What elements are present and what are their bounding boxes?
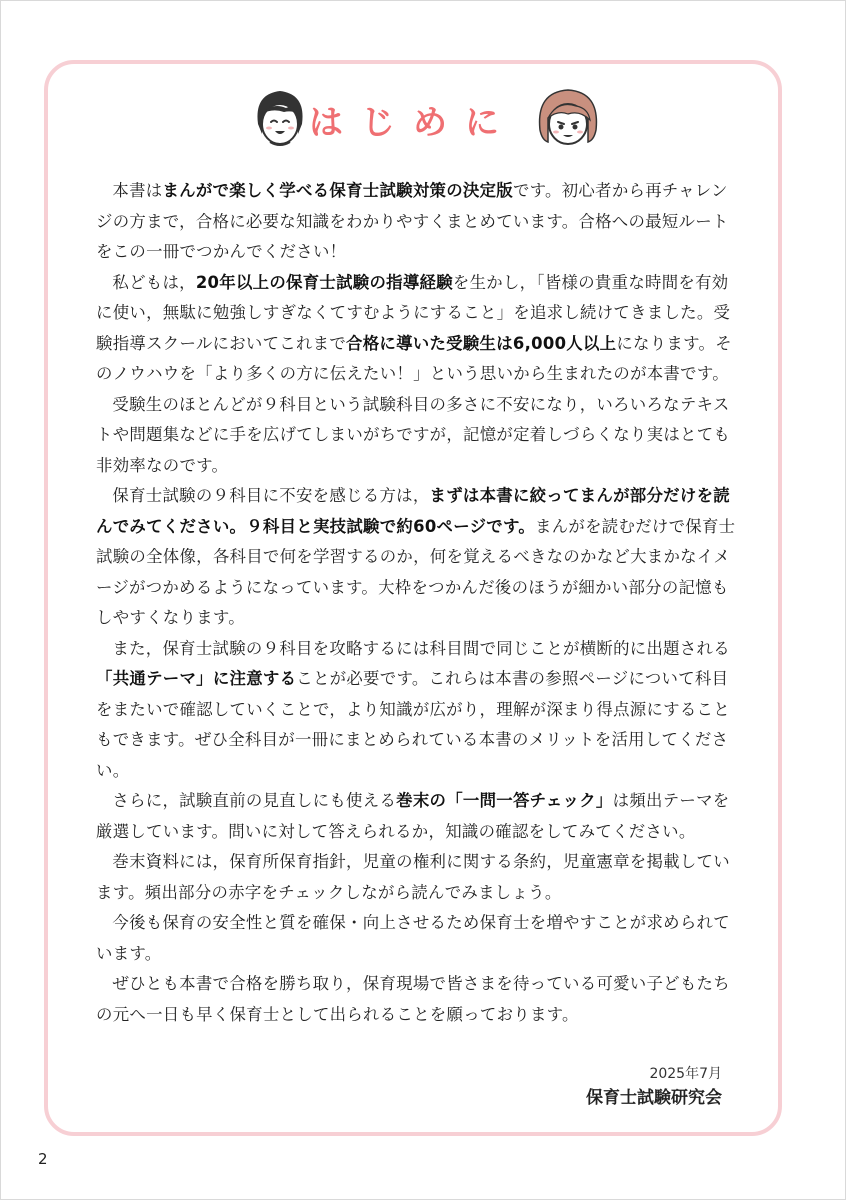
text-run: になります。そのノウハウを「より多くの方に伝えたい！」という思いから生まれたのが本書です。 xyxy=(96,333,732,383)
paragraph xyxy=(96,176,736,268)
bold-emphasis: 「共通テーマ」に注意する xyxy=(96,669,297,688)
page-title: はじめに xyxy=(309,103,517,143)
title-row xyxy=(44,78,782,162)
bold-emphasis: まずは本書に絞ってまんが部分だけを読んでみてください。９科目と実技試験で約60ページです。 xyxy=(96,486,730,536)
text-run: 今後も保育の安全性と質を確保・向上させるため保育士を増やすことが求められています。 xyxy=(96,913,730,963)
page-number: 2 xyxy=(38,1150,48,1168)
text-run: さらに，試験直前の見直しにも使える xyxy=(112,791,397,810)
paragraph xyxy=(96,481,736,634)
text-run: は頻出テーマを厳選しています。問いに対して答えられるか，知識の確認をしてみてください。 xyxy=(96,791,730,841)
bold-emphasis: 合格に導いた受験生は6,000人以上 xyxy=(346,333,617,353)
text-run: ぜひとも本書で合格を勝ち取り，保育現場で皆さまを待っている可愛い子どもたちの元へ一日も早く保育士として出られることを願っております。 xyxy=(96,974,730,1024)
bold-emphasis: 巻末の「一問一答チェック」 xyxy=(396,791,613,810)
bold-emphasis: まんがで楽しく学べる保育士試験対策の決定版 xyxy=(162,181,513,200)
paragraph xyxy=(96,969,736,1030)
date: 2025年7月 xyxy=(649,1066,722,1082)
text-run: 受験生のほとんどが９科目という試験科目の多さに不安になり，いろいろなテキストや問題集などに手を広げてしまいがちですが，記憶が定着しづらくなり実はとても非効率なのです。 xyxy=(96,394,731,475)
author: 保育士試験研究会 xyxy=(586,1088,722,1108)
text-run: 保育士試験の９科目に不安を感じる方は， xyxy=(112,486,430,505)
paragraph xyxy=(96,634,736,787)
paragraph xyxy=(96,390,736,482)
text-run: 巻末資料には，保育所保育指針，児童の権利に関する条約，児童憲章を掲載しています。頻出部分の赤字をチェックしながら読んでみましょう。 xyxy=(96,852,730,902)
text-run: まんがを読むだけで保育士試験の全体像，各科目で何を学習するのか，何を覚えるべきなのかなど大まかなイメージがつかめるようになっています。大枠をつかんだ後のほうが細かい部分の記憶もしやすくなります。 xyxy=(96,516,736,627)
text-run: 私どもは， xyxy=(112,272,196,292)
paragraph xyxy=(96,268,736,390)
girl-face-icon xyxy=(532,84,604,156)
text-run: です。初心者から再チャレンジの方まで，合格に必要な知識をわかりやすくまとめています。合格への最短ルートをこの一冊でつかんでください！ xyxy=(96,181,729,261)
paragraph xyxy=(96,786,736,847)
text-run: また，保育士試験の９科目を攻略するには科目間で同じことが横断的に出題される xyxy=(112,638,730,658)
paragraph xyxy=(96,908,736,969)
intro-body xyxy=(96,176,736,1030)
text-run: 本書は xyxy=(112,181,163,200)
text-run: を生かし，「皆様の貴重な時間を有効に使い，無駄に勉強しすぎなくてすむようにすること」を追求し続けてきました。受験指導スクールにおいてこれまで xyxy=(96,272,731,353)
text-run: ことが必要です。これらは本書の参照ページについて科目をまたいで確認していくことで，より知識が広がり，理解が深まり得点源にすることもできます。ぜひ全科目が一冊にまとめられている本書のメリットを活用してください。 xyxy=(96,669,730,780)
paragraph xyxy=(96,847,736,908)
bold-emphasis: 20年以上の保育士試験の指導経験 xyxy=(195,272,453,292)
